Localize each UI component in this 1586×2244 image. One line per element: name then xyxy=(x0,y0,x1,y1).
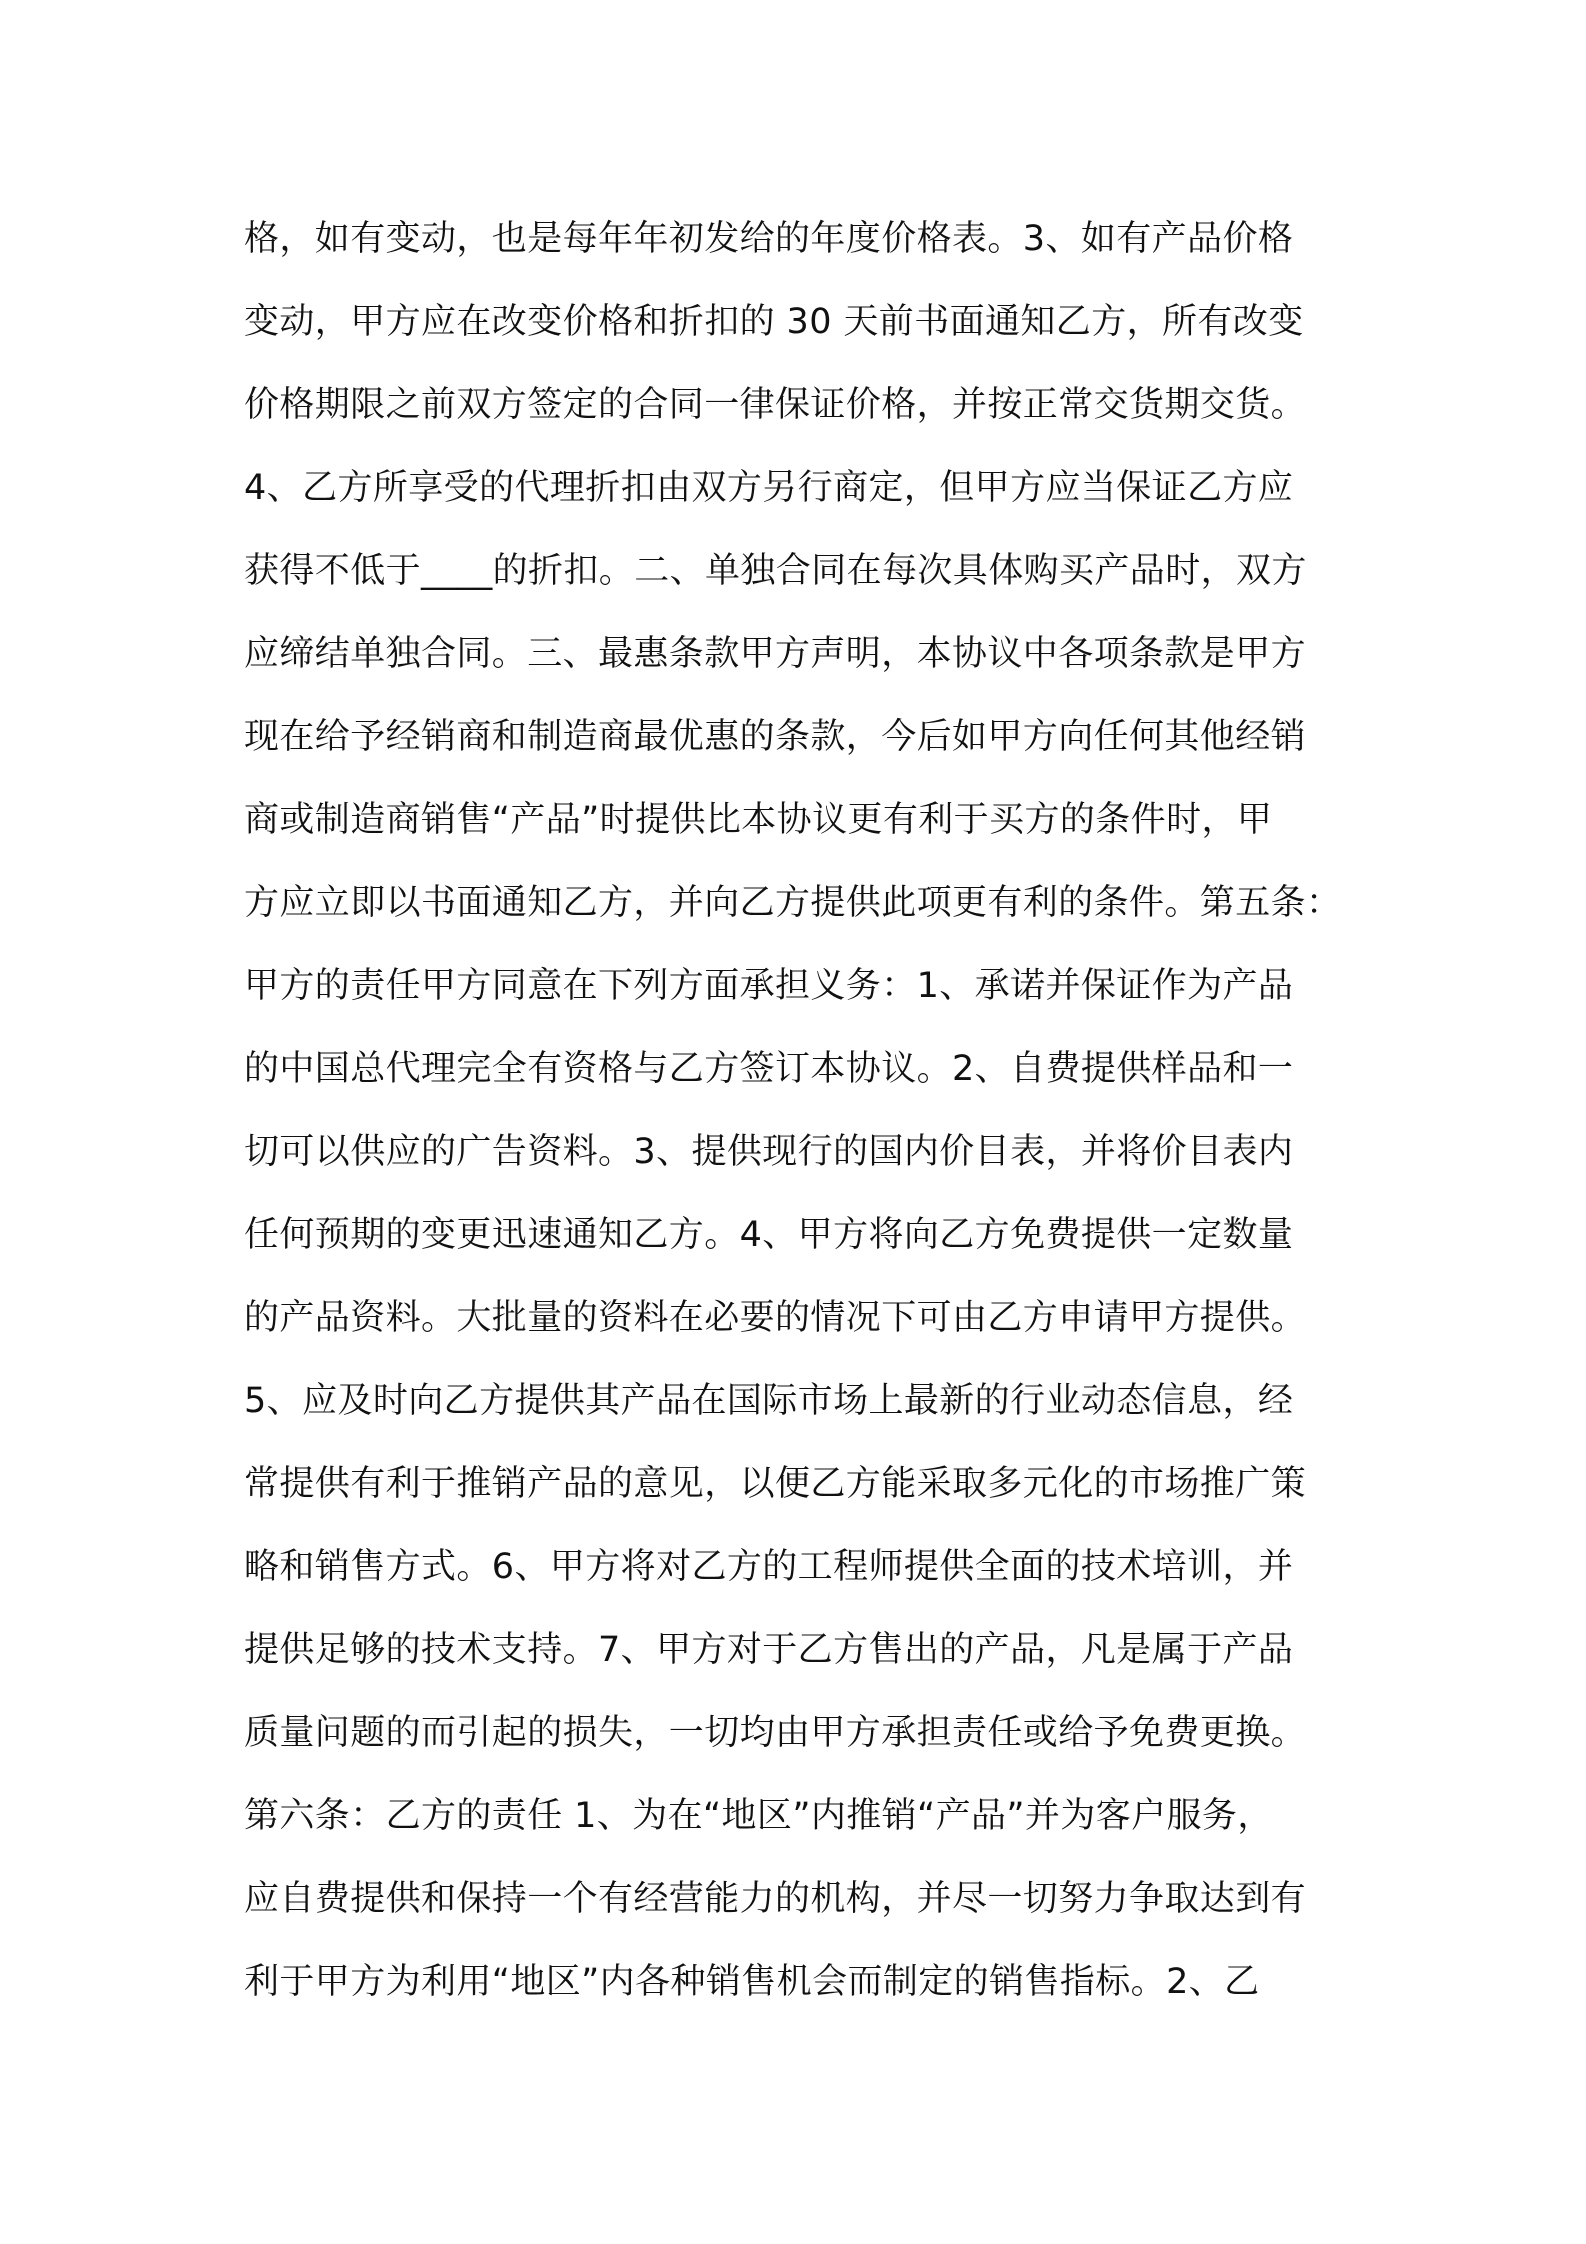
text-line: 任何预期的变更迅速通知乙方。4、甲方将向乙方免费提供一定数量 xyxy=(244,1215,1294,1255)
text-line: 方应立即以书面通知乙方，并向乙方提供此项更有利的条件。第五条： xyxy=(244,883,1342,923)
text-line: 利于甲方为利用“地区”内各种销售机会而制定的销售指标。2、乙 xyxy=(244,1962,1260,2002)
text-line: 质量问题的而引起的损失，一切均由甲方承担责任或给予免费更换。 xyxy=(244,1713,1307,1753)
text-line: 应自费提供和保持一个有经营能力的机构，并尽一切努力争取达到有 xyxy=(244,1879,1307,1919)
text-line: 提供足够的技术支持。7、甲方对于乙方售出的产品，凡是属于产品 xyxy=(244,1630,1294,1670)
text-line: 获得不低于____的折扣。二、单独合同在每次具体购买产品时，双方 xyxy=(244,551,1307,591)
text-line: 应缔结单独合同。三、最惠条款甲方声明，本协议中各项条款是甲方 xyxy=(244,634,1307,674)
text-line: 的产品资料。大批量的资料在必要的情况下可由乙方申请甲方提供。 xyxy=(244,1298,1307,1338)
contract-text-body xyxy=(244,198,1354,2024)
text-line: 切可以供应的广告资料。3、提供现行的国内价目表，并将价目表内 xyxy=(244,1132,1294,1172)
text-line: 变动，甲方应在改变价格和折扣的 30 天前书面通知乙方，所有改变 xyxy=(244,302,1304,342)
text-line: 4、乙方所享受的代理折扣由双方另行商定，但甲方应当保证乙方应 xyxy=(244,468,1294,508)
text-line: 的中国总代理完全有资格与乙方签订本协议。2、自费提供样品和一 xyxy=(244,1049,1294,1089)
text-line: 价格期限之前双方签定的合同一律保证价格，并按正常交货期交货。 xyxy=(244,385,1307,425)
text-line: 甲方的责任甲方同意在下列方面承担义务：1、承诺并保证作为产品 xyxy=(244,966,1294,1006)
text-line: 常提供有利于推销产品的意见，以便乙方能采取多元化的市场推广策 xyxy=(244,1464,1307,1504)
text-line: 格，如有变动，也是每年年初发给的年度价格表。3、如有产品价格 xyxy=(244,219,1294,259)
text-line: 现在给予经销商和制造商最优惠的条款，今后如甲方向任何其他经销 xyxy=(244,717,1307,757)
text-line: 5、应及时向乙方提供其产品在国际市场上最新的行业动态信息，经 xyxy=(244,1381,1294,1421)
text-line: 第六条：乙方的责任 1、为在“地区”内推销“产品”并为客户服务， xyxy=(244,1796,1273,1836)
text-line: 略和销售方式。6、甲方将对乙方的工程师提供全面的技术培训，并 xyxy=(244,1547,1294,1587)
text-line: 商或制造商销售“产品”时提供比本协议更有利于买方的条件时，甲 xyxy=(244,800,1273,840)
